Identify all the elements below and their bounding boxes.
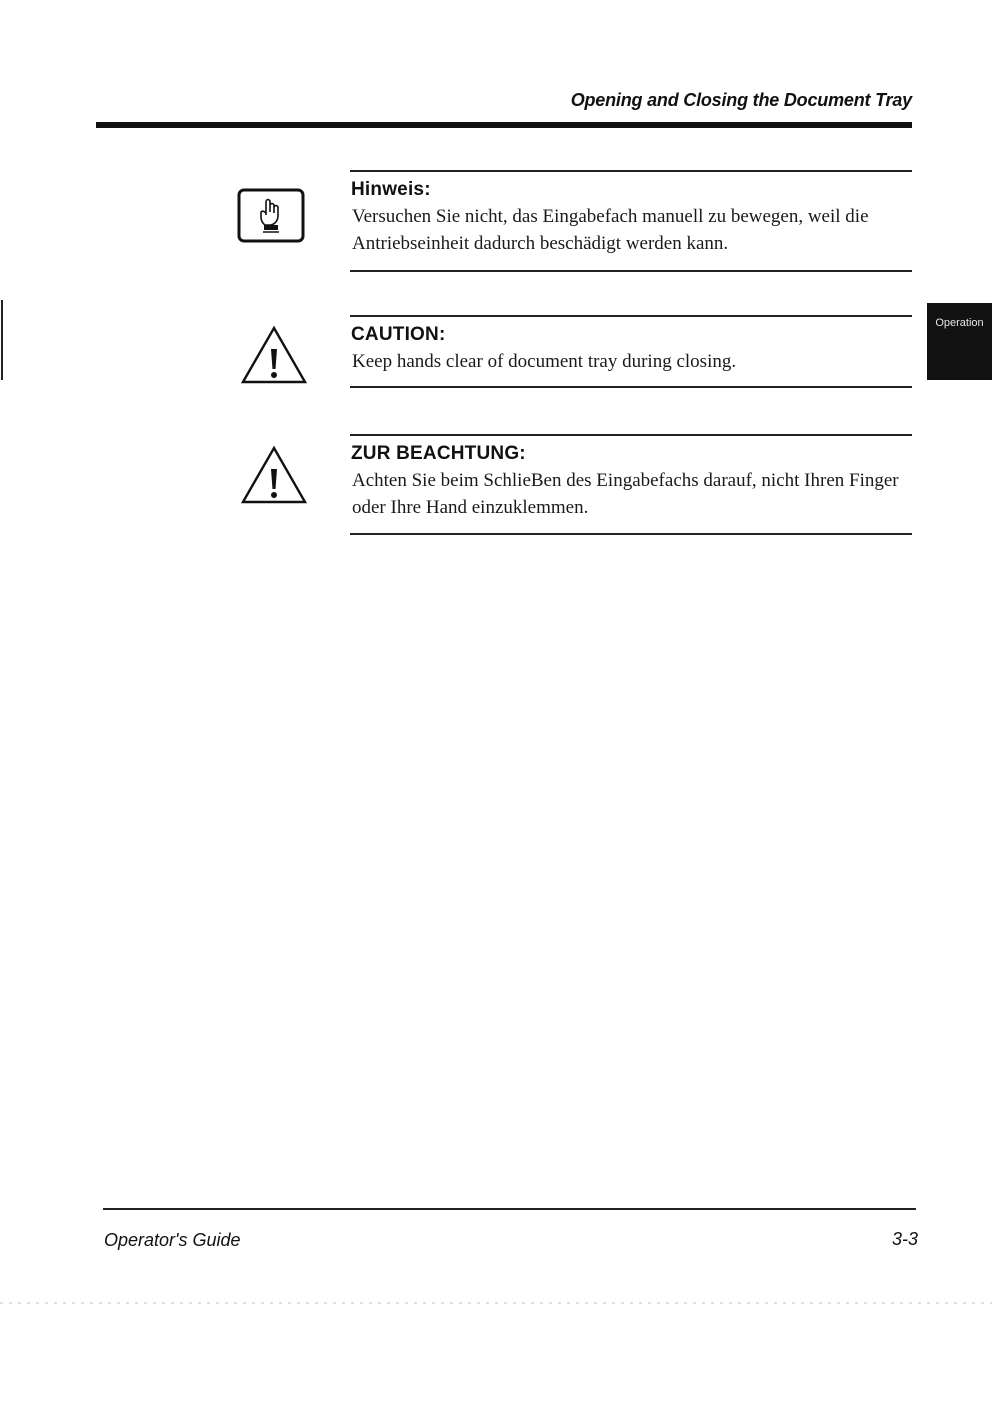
notice-rule-bottom	[350, 533, 912, 535]
page-number: 3-3	[891, 1229, 918, 1249]
notice-rule-bottom	[350, 270, 912, 272]
footer-rule	[103, 1208, 916, 1210]
margin-mark	[1, 300, 3, 380]
notice-rule-top	[350, 434, 912, 436]
notice-zur-beachtung	[350, 434, 912, 535]
notice-body: Versuchen Sie nicht, das Eingabefach manuell zu bewegen, weil die Antriebseinheit dadurch beschädigt werden kann.	[352, 206, 869, 254]
notice-rule-bottom	[350, 386, 912, 388]
notice-hinweis	[350, 170, 912, 272]
page-header-title: Opening and Closing the Document Tray	[570, 90, 912, 110]
pointing-hand-note-icon	[237, 188, 305, 243]
chapter-tab-operation: Operation	[927, 303, 992, 380]
notice-heading: Hinweis:	[351, 179, 431, 200]
notice-heading: ZUR BEACHTUNG:	[351, 443, 526, 464]
warning-triangle-icon	[240, 445, 308, 505]
notice-body: Keep hands clear of document tray during closing.	[352, 351, 737, 372]
notice-rule-top	[350, 170, 912, 172]
notice-body: Achten Sie beim SchlieBen des Eingabefachs darauf, nicht Ihren Finger oder Ihre Hand einzuklemmen.	[352, 470, 899, 518]
warning-triangle-icon	[240, 325, 308, 385]
notice-heading: CAUTION:	[351, 324, 446, 345]
notice-caution	[350, 315, 912, 388]
footer-guide-title: Operator's Guide	[104, 1230, 241, 1250]
header-rule	[96, 122, 912, 128]
scan-edge-noise	[0, 1302, 992, 1304]
notice-rule-top	[350, 315, 912, 317]
